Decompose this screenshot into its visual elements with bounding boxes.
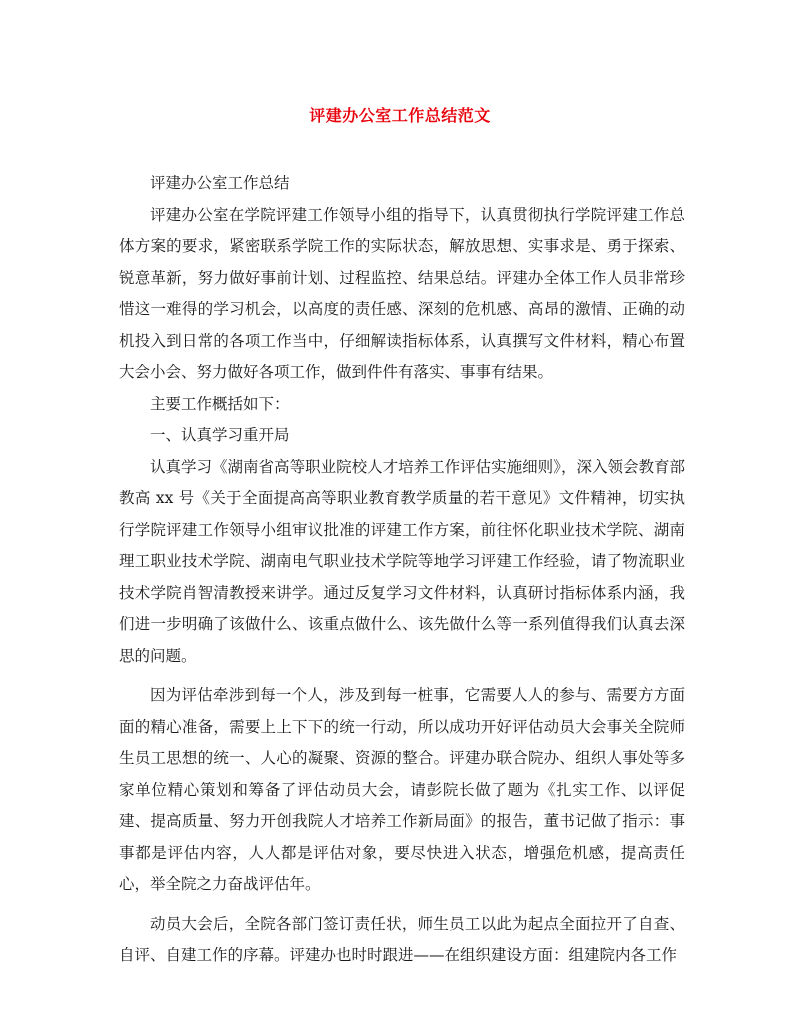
paragraph-subtitle: 评建办公室工作总结 [150, 174, 290, 192]
paragraph-after-meeting: 动员大会后，全院各部门签订责任状，师生员工以此为起点全面拉开了自查、自评、自建工作的序幕。评建办也时时跟进——在组织建设方面：组建院内各工作 [119, 914, 685, 964]
section-heading-1: 一、认真学习重开局 [150, 426, 290, 444]
paragraph-study: 认真学习《湖南省高等职业院校人才培养工作评估实施细则》，深入领会教育部教高 xx 号《关于全面提高高等职业教育教学质量的若干意见》文件精神，切实执行学院评建工作领导小组审议批准的评建工作方案，前往怀化职业技术学院、湖南理工职业技术学院、湖南电气职业技术学院等地学习评建工作经验，请了物流职业技术学院肖智清教授来讲学。通过反复学习文件材料，认真研讨指标体系内涵，我们进一步明确了该做什么、该重点做什么、该先做什么等一系列值得我们认真去深思的问题。 [119, 457, 685, 665]
paragraph-summary-heading: 主要工作概括如下： [150, 394, 290, 413]
paragraph-intro: 评建办公室在学院评建工作领导小组的指导下，认真贯彻执行学院评建工作总体方案的要求，紧密联系学院工作的实际状态，解放思想、实事求是、勇于探索、锐意革新，努力做好事前计划、过程监控、结果总结。评建办全体工作人员非常珍惜这一难得的学习机会，以高度的责任感、深刻的危机感、高昂的激情、正确的动机投入到日常的各项工作当中，仔细解读指标体系，认真撰写文件材料，精心布置大会小会、努力做好各项工作，做到件件有落实、事事有结果。 [119, 205, 685, 381]
document-title: 评建办公室工作总结范文 [309, 106, 491, 125]
paragraph-mobilization: 因为评估牵涉到每一个人，涉及到每一桩事，它需要人人的参与、需要方方面面的精心准备，需要上上下下的统一行动，所以成功开好评估动员大会事关全院师生员工思想的统一、人心的凝聚、资源的整合。评建办联合院办、组织人事处等多家单位精心策划和筹备了评估动员大会，请彭院长做了题为《扎实工作、以评促建、提高质量、努力开创我院人才培养工作新局面》的报告，董书记做了指示：事事都是评估内容，人人都是评估对象，要尽快进入状态，增强危机感，提高责任心，举全院之力奋战评估年。 [119, 686, 685, 893]
document-body [119, 168, 685, 972]
